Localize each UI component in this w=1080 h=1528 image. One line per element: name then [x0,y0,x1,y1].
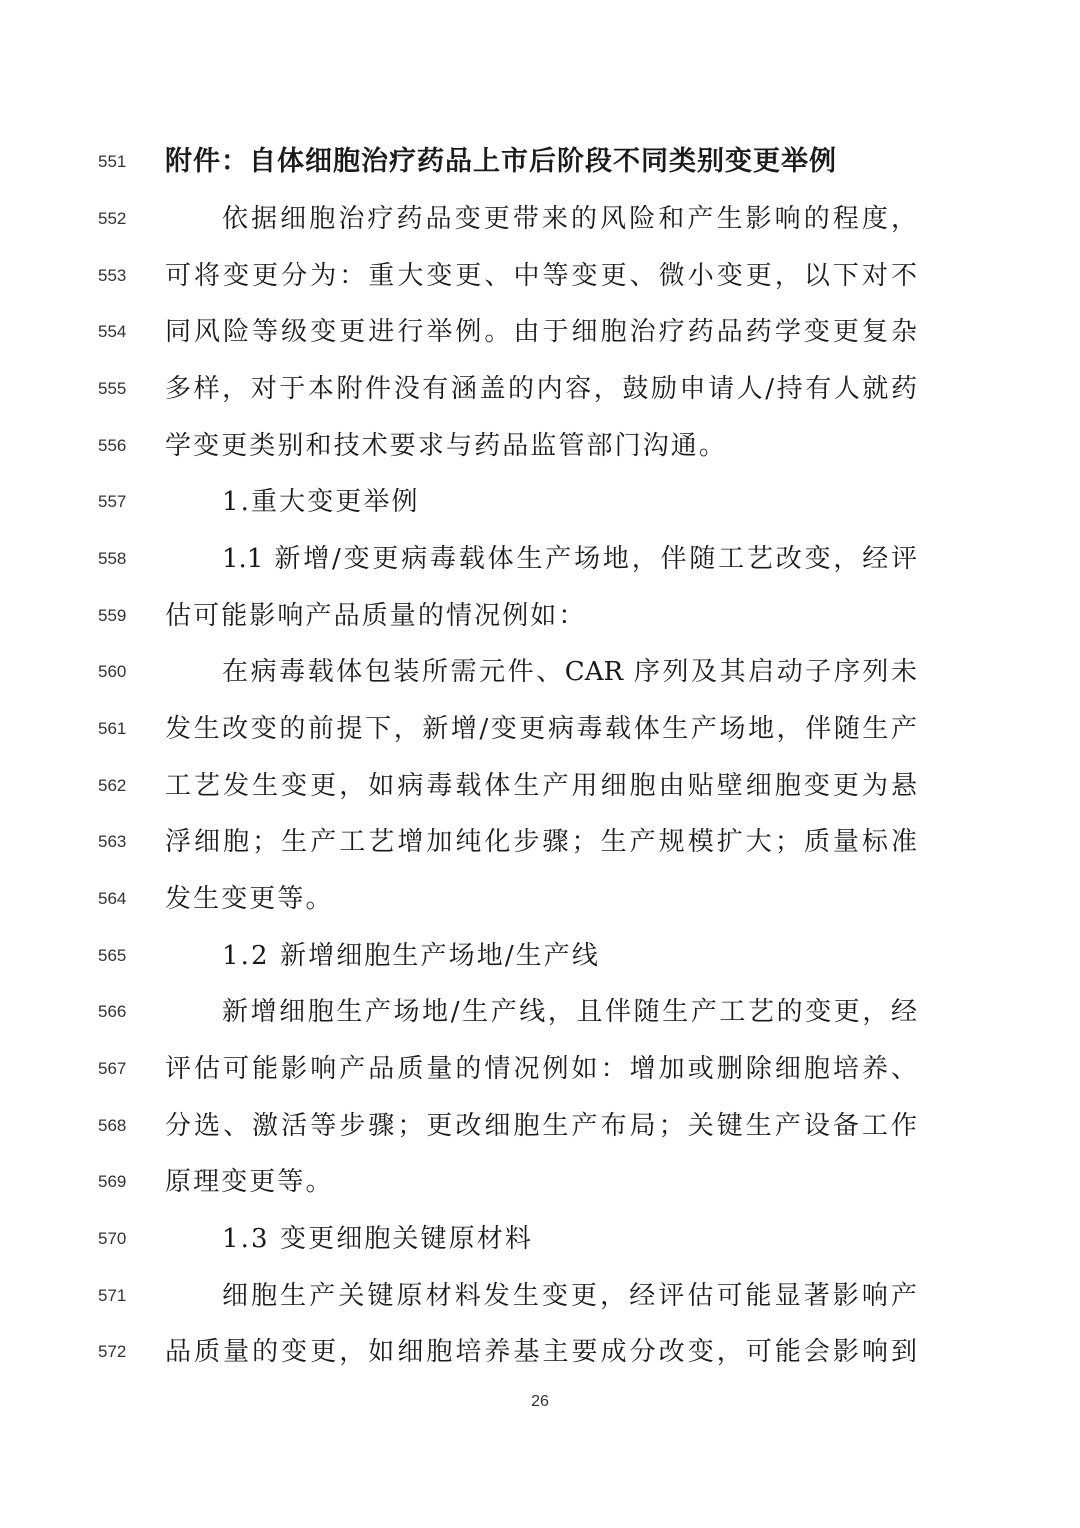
line-number: 569 [98,1172,127,1191]
paragraph-text: 浮细胞；生产工艺增加纯化步骤；生产规模扩大；质量标准 [165,827,917,857]
line-number: 570 [98,1229,127,1248]
line-number: 556 [98,436,127,455]
paragraph-text: 品质量的变更，如细胞培养基主要成分改变，可能会影响到 [165,1337,917,1367]
line-559 [0,596,1080,636]
line-565 [0,936,1080,976]
paragraph-text: 原理变更等。 [165,1167,334,1197]
line-571 [0,1276,1080,1316]
paragraph-text: 估可能影响产品质量的情况例如： [165,601,587,631]
line-553 [0,256,1080,296]
paragraph-text: 分选、激活等步骤；更改细胞生产布局；关键生产设备工作 [165,1111,917,1141]
paragraph-text: 工艺发生变更，如病毒载体生产用细胞由贴壁细胞变更为悬 [165,771,917,801]
line-number: 566 [98,1002,127,1021]
line-572 [0,1332,1080,1372]
line-number: 554 [98,322,127,341]
line-number: 564 [98,889,127,908]
line-number: 568 [98,1116,127,1135]
line-560 [0,652,1080,692]
line-number: 558 [98,549,127,568]
line-569 [0,1162,1080,1202]
line-number: 572 [98,1342,127,1361]
line-number: 562 [98,776,127,795]
line-number: 551 [98,152,127,171]
line-number: 560 [98,662,127,681]
page-number: 26 [531,1393,549,1410]
line-551 [0,142,1080,182]
paragraph-text: 同风险等级变更进行举例。由于细胞治疗药品药学变更复杂 [165,317,917,347]
appendix-title: 附件：自体细胞治疗药品上市后阶段不同类别变更举例 [165,146,837,177]
paragraph-text: 新增细胞生产场地/生产线，且伴随生产工艺的变更，经 [222,997,917,1027]
paragraph-text: 在病毒载体包装所需元件、CAR 序列及其启动子序列未 [222,657,917,687]
line-554 [0,312,1080,352]
subsection-heading: 1.1 新增/变更病毒载体生产场地，伴随工艺改变，经评 [222,544,917,574]
line-555 [0,369,1080,409]
line-568 [0,1106,1080,1146]
paragraph-text: 细胞生产关键原材料发生变更，经评估可能显著影响产 [222,1281,917,1311]
line-562 [0,766,1080,806]
line-number: 565 [98,946,127,965]
line-number: 561 [98,719,127,738]
line-number: 555 [98,379,127,398]
line-number: 552 [98,209,127,228]
line-number: 557 [98,492,127,511]
line-561 [0,709,1080,749]
paragraph-text: 评估可能影响产品质量的情况例如：增加或删除细胞培养、 [165,1054,917,1084]
paragraph-text: 多样，对于本附件没有涵盖的内容，鼓励申请人/持有人就药 [165,374,917,404]
paragraph-text: 发生改变的前提下，新增/变更病毒载体生产场地，伴随生产 [165,714,917,744]
line-number: 553 [98,266,127,285]
line-570 [0,1219,1080,1259]
paragraph-text: 学变更类别和技术要求与药品监管部门沟通。 [165,431,728,461]
line-564 [0,879,1080,919]
paragraph-text: 可将变更分为：重大变更、中等变更、微小变更，以下对不 [165,261,917,291]
line-552 [0,199,1080,239]
line-number: 563 [98,832,127,851]
line-number: 571 [98,1286,127,1305]
subsection-heading: 1.3 变更细胞关键原材料 [222,1224,533,1254]
line-number: 559 [98,606,127,625]
section-heading: 1.重大变更举例 [222,487,420,517]
paragraph-text: 依据细胞治疗药品变更带来的风险和产生影响的程度， [222,204,917,234]
line-563 [0,822,1080,862]
line-556 [0,426,1080,466]
line-566 [0,992,1080,1032]
line-557 [0,482,1080,522]
line-567 [0,1049,1080,1089]
paragraph-text: 发生变更等。 [165,884,334,914]
subsection-heading: 1.2 新增细胞生产场地/生产线 [222,941,600,971]
line-558 [0,539,1080,579]
line-number: 567 [98,1059,127,1078]
